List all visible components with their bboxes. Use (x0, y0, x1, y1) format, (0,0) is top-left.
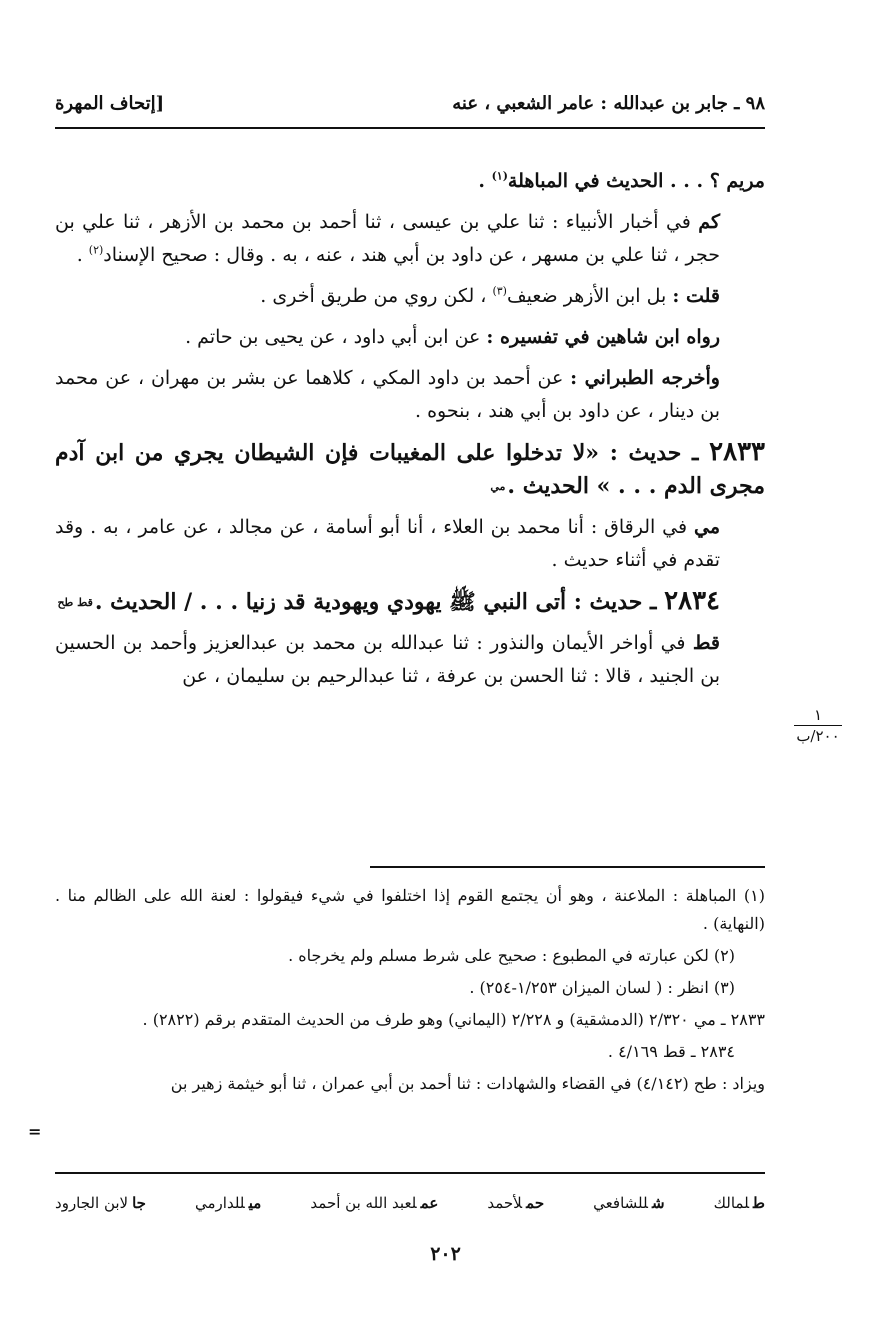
main-text (55, 165, 765, 701)
hadith-2834-source: قط طح (57, 596, 93, 609)
paragraph-tabarani: وأخرجه الطبراني : عن أحمد بن داود المكي ، كلاهما عن بشر بن مهران ، عن محمد بن دينار ، عن داود بن أبي هند ، بنحوه . (55, 367, 720, 422)
footnote-ref-2: (٢) (88, 243, 104, 257)
abbreviation-legend (55, 1188, 765, 1218)
footnote-2: (٢) لكن عبارته في المطبوع : صحيح على شرط مسلم ولم يخرجاه . (288, 946, 735, 965)
header-book-title: [إتحاف المهرة (55, 92, 165, 114)
folio-rule (794, 725, 842, 726)
page-number: ٢٠٢ (430, 1243, 461, 1265)
running-header (55, 88, 765, 118)
paragraph-qultu: قلت : بل ابن الأزهر ضعيف$^{(٣)}$ ، لكن روي من طريق أخرى . (260, 284, 720, 307)
paragraph-ibn-shahin: رواه ابن شاهين في تفسيره : عن ابن أبي داود ، عن يحيى بن حاتم . (185, 326, 720, 348)
hadith-2834-number: ٢٨٣٤ (664, 586, 720, 616)
legend-item: ميللدارمي (195, 1194, 262, 1212)
paragraph-mubahala: مريم ؟ . . . الحديث في المباهلة$^{(١)}$ . (478, 169, 765, 192)
hadith-2833-number: ٢٨٣٣ (709, 437, 765, 467)
paragraph-hakim: كم في أخبار الأنبياء : ثنا علي بن عيسى ، ثنا أحمد بن محمد بن الأزهر ، ثنا علي بن حجر ، ثنا علي بن مسهر ، عن داود بن أبي هند ، عنه ، به . وقال : صحيح الإسناد$^{(٢)}$ . (55, 211, 720, 266)
paragraph-darimi: مي في الرقاق : أنا محمد بن العلاء ، أنا أبو أسامة ، عن مجالد ، عن عامر ، به . وقد تقدم في أثناء حديث . (55, 516, 720, 571)
footnotes (55, 882, 765, 1102)
footnote-2833: ٢٨٣٣ ـ مي ٢/٣٢٠ (الدمشقية) و ٢/٢٢٨ (اليماني) وهو طرف من الحديث المتقدم برقم (٢٨٢٢) . (142, 1010, 765, 1029)
paragraph-daraqutni: قط في أواخر الأيمان والنذور : ثنا عبدالله بن محمد بن عبدالعزيز وأحمد بن الحسين بن الجنيد ، قالا : ثنا الحسن بن عرفة ، ثنا عبدالرحيم بن سليمان ، عن (55, 632, 720, 687)
continuation-mark: = (28, 1122, 42, 1141)
header-rule (55, 127, 765, 129)
footnote-3: (٣) انظر : ( لسان الميزان ١/٢٥٣-٢٥٤) . (469, 978, 735, 997)
hadith-2833-heading: ٢٨٣٣ ـ حديث : «لا تدخلوا على المغيبات فإن الشيطان يجري من ابن آدم مجرى الدم . . . » الحديث .مي (55, 436, 765, 503)
footnote-ref-1: (١) (491, 169, 508, 183)
legend-item: جالابن الجارود (55, 1194, 146, 1212)
hadith-2834-heading: ٢٨٣٤ ـ حديث : أتى النبي ﷺ يهودي ويهودية قد زنيا . . . / الحديث .قط طح (55, 585, 765, 619)
legend-item: عملعبد الله بن أحمد (310, 1194, 439, 1212)
footnote-addition: ويزاد : طح (٤/١٤٢) في القضاء والشهادات : ثنا أحمد بن أبي عمران ، ثنا أبو خيثمة زهير بن (170, 1074, 765, 1093)
footnote-ref-3: (٣) (492, 284, 507, 298)
manuscript-folio-note: ١ ٢٠٠/ب (790, 707, 846, 744)
footnote-rule (370, 866, 765, 868)
footnote-1: (١) المباهلة : الملاعنة ، وهو أن يجتمع القوم إذا اختلفوا في شيء فيقولوا : لعنة الله على الظالم منا . (النهاية) . (55, 886, 765, 933)
legend-rule (55, 1172, 765, 1174)
legend-item: حملأحمد (487, 1194, 545, 1212)
header-chapter-title: ٩٨ ـ جابر بن عبدالله : عامر الشعبي ، عنه (452, 92, 765, 114)
hadith-2833-source: مي (490, 480, 506, 493)
footnote-2834: ٢٨٣٤ ـ قط ٤/١٦٩ . (607, 1042, 735, 1061)
legend-item: طلمالك (713, 1194, 765, 1212)
legend-item: شللشافعي (593, 1194, 665, 1212)
